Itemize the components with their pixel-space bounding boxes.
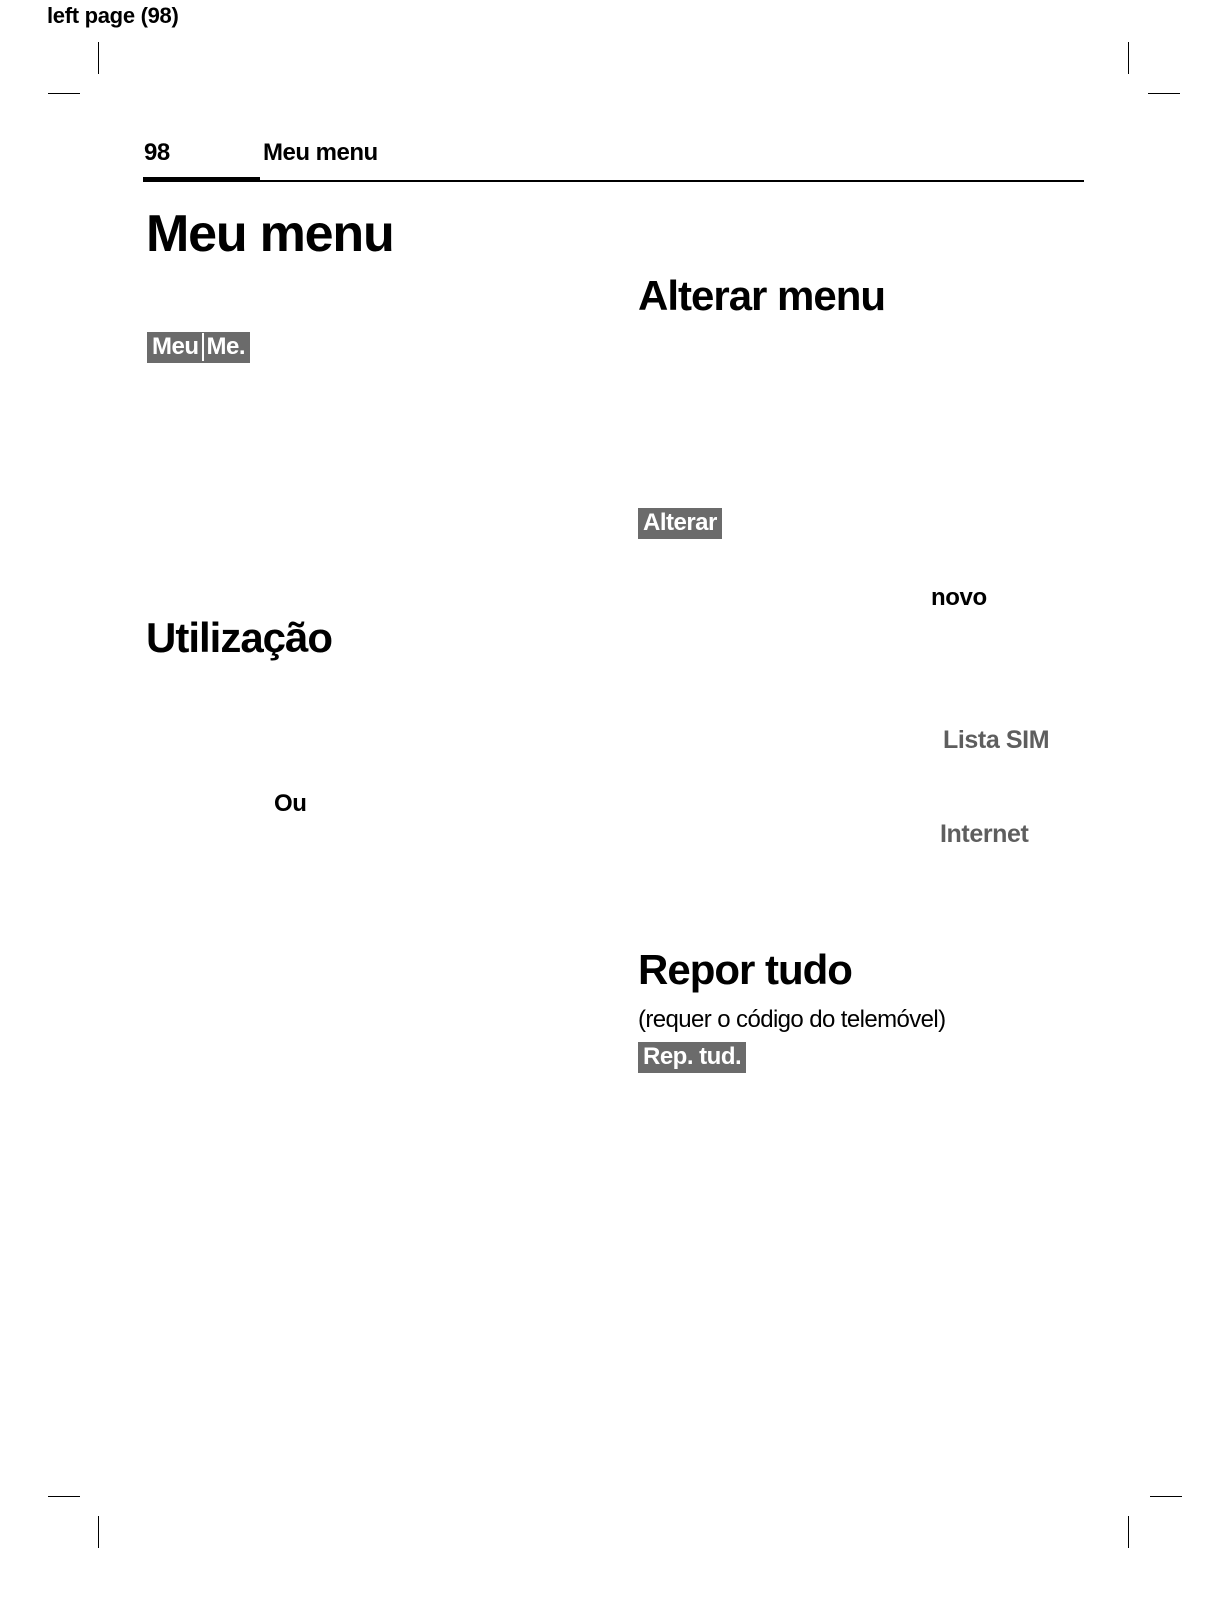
crop-mark-top-left-v bbox=[98, 42, 99, 74]
crop-mark-bottom-right-v bbox=[1128, 1516, 1129, 1548]
running-title: Meu menu bbox=[263, 139, 378, 166]
section-heading-alterar-menu: Alterar menu bbox=[638, 272, 886, 319]
softkey-label-part-1: Meu bbox=[152, 333, 199, 360]
crop-mark-bottom-right-h bbox=[1150, 1496, 1182, 1497]
rep-tud-softkey: Rep. tud. bbox=[638, 1042, 746, 1073]
internet-option: Internet bbox=[940, 820, 1029, 848]
crop-mark-top-right-v bbox=[1128, 42, 1129, 74]
section-heading-utilizacao: Utilização bbox=[146, 614, 333, 661]
or-label: Ou bbox=[274, 790, 307, 817]
meu-menu-softkey bbox=[147, 332, 250, 363]
lista-sim-option: Lista SIM bbox=[943, 726, 1050, 754]
crop-mark-top-left-h bbox=[48, 93, 80, 94]
crop-mark-top-right-h bbox=[1148, 93, 1180, 94]
section-heading-repor-tudo: Repor tudo bbox=[638, 946, 852, 993]
crop-mark-bottom-left-h bbox=[48, 1496, 80, 1497]
page-slug: left page (98) bbox=[47, 3, 179, 28]
alterar-softkey: Alterar bbox=[638, 508, 722, 539]
header-rule bbox=[143, 180, 1084, 182]
page-title: Meu menu bbox=[146, 205, 394, 263]
softkey-divider bbox=[202, 333, 204, 361]
softkey-label-part-2: Me. bbox=[206, 333, 246, 360]
crop-mark-bottom-left-v bbox=[98, 1516, 99, 1548]
novo-label: novo bbox=[931, 584, 987, 611]
reset-requirement-note: (requer o código do telemóvel) bbox=[638, 1006, 946, 1033]
page-number: 98 bbox=[144, 139, 170, 166]
